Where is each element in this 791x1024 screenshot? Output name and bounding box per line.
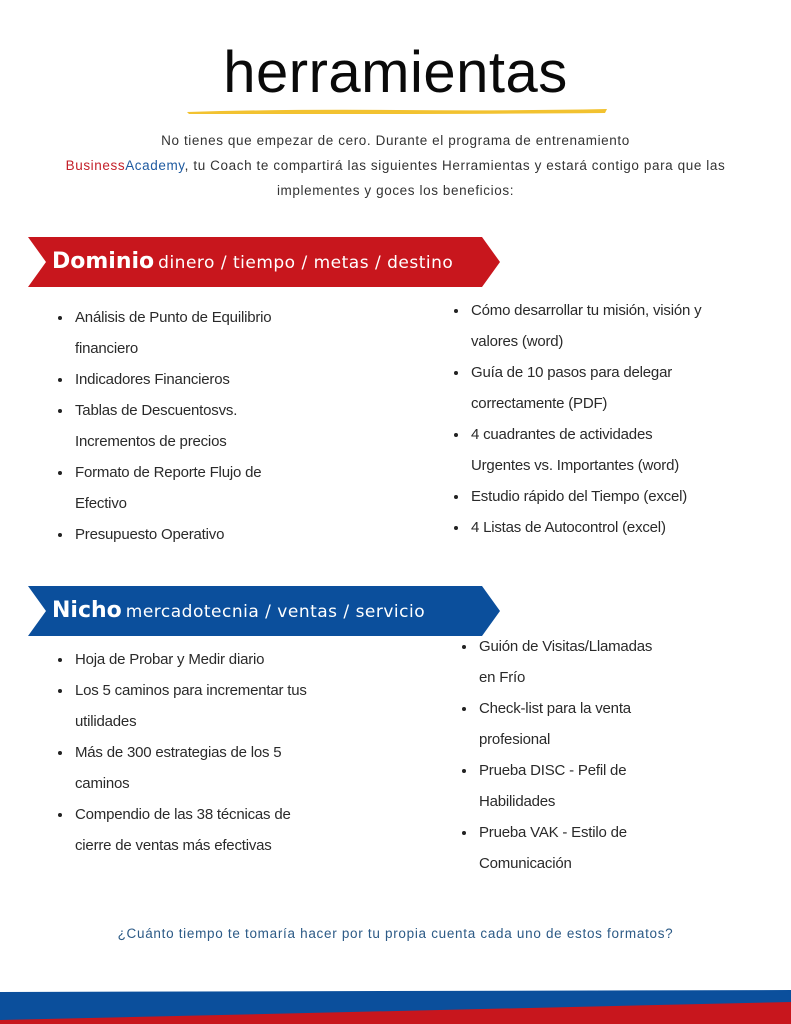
list-item (58, 737, 358, 799)
intro-line-2-text: , tu Coach te compartirá las siguientes Herramientas y estará contigo para que las (184, 158, 726, 173)
list-item-text: Cómo desarrollar tu misión, visión y (471, 302, 702, 319)
list-item (454, 295, 754, 357)
bullet-icon (58, 658, 62, 662)
list-item-text-cont: correctamente (PDF) (471, 395, 608, 412)
bullet-icon (454, 309, 458, 313)
list-item (454, 512, 754, 543)
list-item-text: Prueba VAK - Estilo de (479, 824, 627, 841)
list-item-text: Guión de Visitas/Llamadas (479, 638, 653, 655)
nicho-right-list (462, 631, 732, 879)
list-item-text: Compendio de las 38 técnicas de (75, 806, 291, 823)
footer-color-bands (0, 990, 791, 1024)
list-item-text: Indicadores Financieros (75, 371, 230, 388)
list-item (454, 481, 754, 512)
list-item-text: Estudio rápido del Tiempo (excel) (471, 488, 688, 505)
list-item-text-cont: Habilidades (479, 793, 556, 810)
bullet-icon (58, 378, 62, 382)
bullet-icon (58, 689, 62, 693)
intro-line-1: No tienes que empezar de cero. Durante el programa de entrenamiento (161, 133, 630, 148)
list-item (58, 395, 358, 457)
list-item-text: Guía de 10 pasos para delegar (471, 364, 673, 381)
list-item (58, 457, 358, 519)
list-item-text: Más de 300 estrategias de los 5 (75, 744, 282, 761)
list-item-text: Los 5 caminos para incrementar tus (75, 682, 307, 699)
nicho-subtitle: mercadotecnia / ventas / servicio (125, 602, 426, 622)
dominio-banner (28, 237, 500, 287)
bullet-icon (58, 471, 62, 475)
dominio-subtitle: dinero / tiempo / metas / destino (158, 253, 454, 273)
list-item-text: Check-list para la venta (479, 700, 631, 717)
list-item-text-cont: financiero (75, 340, 139, 357)
bullet-icon (454, 526, 458, 530)
list-item-text: Presupuesto Operativo (75, 526, 225, 543)
list-item-text-cont: Efectivo (75, 495, 127, 512)
list-item-text-cont: profesional (479, 731, 551, 748)
brand-business: Business (65, 158, 126, 173)
list-item-text: Hoja de Probar y Medir diario (75, 651, 265, 668)
list-item-text: Formato de Reporte Flujo de (75, 464, 262, 481)
list-item (58, 644, 358, 675)
bullet-icon (58, 533, 62, 537)
dominio-right-list (454, 295, 754, 543)
list-item-text-cont: utilidades (75, 713, 137, 730)
bullet-icon (58, 751, 62, 755)
nicho-title: Nicho (52, 598, 122, 623)
list-item-text-cont: Incrementos de precios (75, 433, 227, 450)
bullet-icon (462, 707, 466, 711)
page-title: herramientas (223, 40, 568, 105)
bullet-icon (454, 433, 458, 437)
list-item-text-cont: caminos (75, 775, 130, 792)
dominio-left-list (58, 302, 358, 550)
list-item-text-cont: Comunicación (479, 855, 572, 872)
bullet-icon (58, 813, 62, 817)
list-item (58, 364, 358, 395)
intro-paragraph (20, 128, 771, 203)
list-item (58, 519, 358, 550)
list-item-text: 4 cuadrantes de actividades (471, 426, 653, 443)
list-item-text-cont: en Frío (479, 669, 526, 686)
list-item-text: Análisis de Punto de Equilibrio (75, 309, 272, 326)
list-item-text-cont: Urgentes vs. Importantes (word) (471, 457, 680, 474)
list-item-text: 4 Listas de Autocontrol (excel) (471, 519, 666, 536)
nicho-left-list (58, 644, 358, 861)
bullet-icon (454, 495, 458, 499)
list-item (58, 799, 358, 861)
title-highlight-underline (185, 106, 609, 116)
list-item (58, 302, 358, 364)
list-item (454, 357, 754, 419)
intro-line-2 (20, 153, 771, 178)
list-item (462, 631, 732, 693)
list-item (462, 817, 732, 879)
list-item-text-cont: valores (word) (471, 333, 564, 350)
closing-question: ¿Cuánto tiempo te tomaría hacer por tu propia cuenta cada uno de estos formatos? (117, 926, 674, 941)
bullet-icon (58, 409, 62, 413)
list-item (462, 755, 732, 817)
list-item-text: Prueba DISC - Pefil de (479, 762, 627, 779)
list-item-text: Tablas de Descuentosvs. (75, 402, 238, 419)
bullet-icon (462, 645, 466, 649)
list-item (462, 693, 732, 755)
intro-line-3: implementes y goces los beneficios: (276, 183, 515, 198)
brand-academy: Academy (125, 158, 185, 173)
bullet-icon (58, 316, 62, 320)
list-item (454, 419, 754, 481)
dominio-title: Dominio (52, 249, 155, 274)
bullet-icon (462, 831, 466, 835)
nicho-banner (28, 586, 500, 636)
bullet-icon (454, 371, 458, 375)
list-item (58, 675, 358, 737)
list-item-text-cont: cierre de ventas más efectivas (75, 837, 272, 854)
bullet-icon (462, 769, 466, 773)
